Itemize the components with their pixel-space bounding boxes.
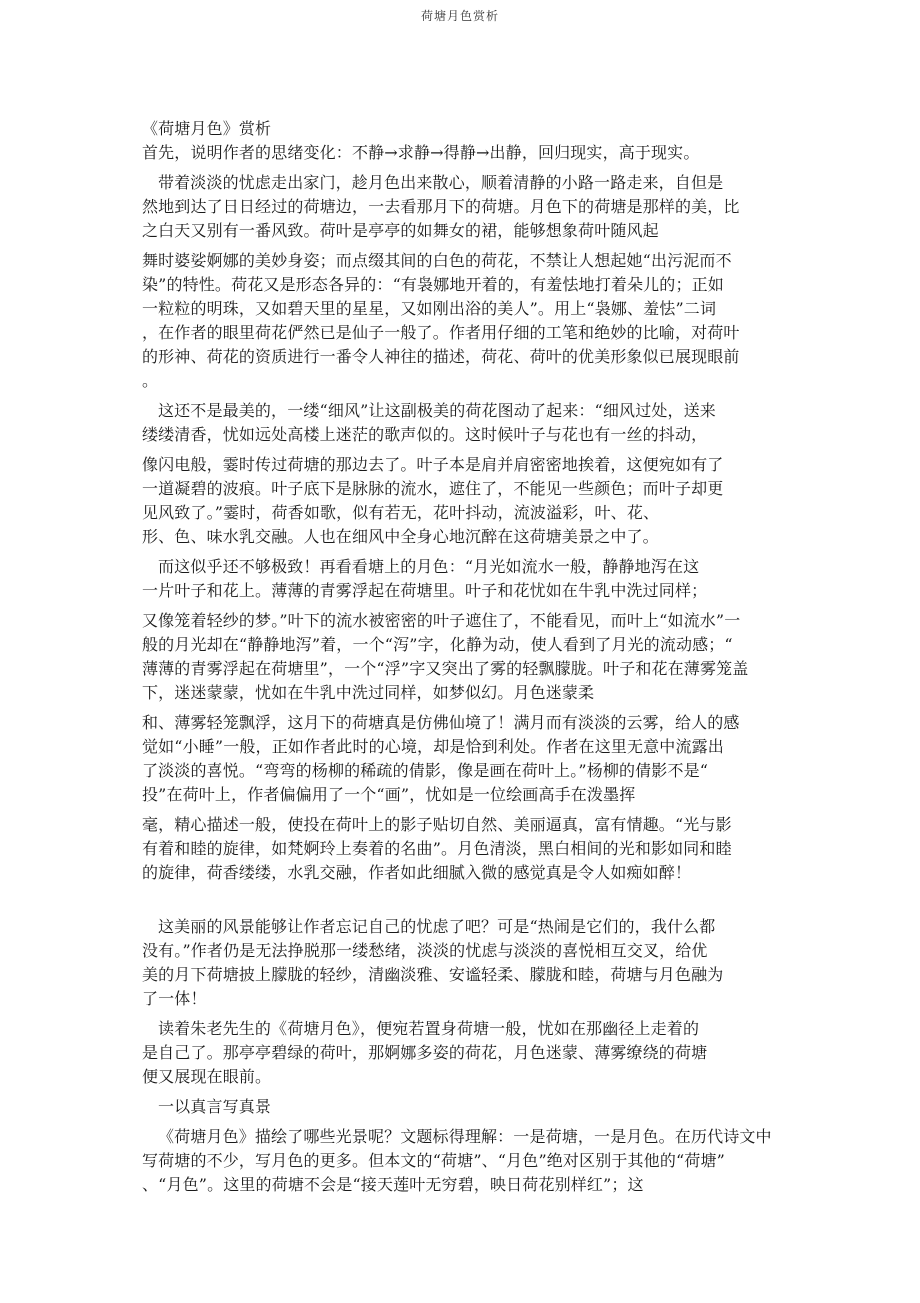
text-line: 然地到达了日日经过的荷塘边，一去看那月下的荷塘。月色下的荷塘是那样的美，比 bbox=[142, 197, 740, 216]
paragraph bbox=[142, 453, 792, 549]
paragraph bbox=[142, 1017, 792, 1089]
text-line: 形、色、味水乳交融。人也在细风中全身心地沉醉在这荷塘美景之中了。 bbox=[142, 527, 659, 546]
text-line: 《荷塘月色》描绘了哪些光景呢？文题标得理解：一是荷塘，一是月色。在历代诗文中 bbox=[158, 1127, 772, 1146]
text-line: 见风致了。”霎时，荷香如歌，似有若无，花叶抖动，流波溢彩，叶、花、 bbox=[142, 503, 660, 522]
paragraph bbox=[142, 711, 792, 807]
text-line: 的形神、荷花的资质进行一番令人神往的描述，荷花、荷叶的优美形象似已展现眼前 bbox=[142, 347, 740, 366]
page-header-title: 荷塘月色赏析 bbox=[420, 9, 499, 23]
text-line: 便又展现在眼前。 bbox=[142, 1067, 272, 1086]
text-line: 一粒粒的明珠，又如碧天里的星星，又如刚出浴的美人”。用上“袅娜、羞怯”二词 bbox=[142, 299, 717, 318]
text-line: 毫，精心描述一般，使投在荷叶上的影子贴切自然、美丽逼真，富有情趣。“光与影 bbox=[142, 815, 732, 834]
text-line: 带着淡淡的忧虑走出家门，趁月色出来散心，顺着清静的小路一路走来，自但是 bbox=[158, 173, 724, 192]
text-line: 了一体！ bbox=[142, 989, 207, 1008]
text-line: 写荷塘的不少，写月色的更多。但本文的“荷塘”、“月色”绝对区别于其他的“荷塘” bbox=[142, 1151, 725, 1170]
text-line: 。 bbox=[142, 371, 159, 390]
text-line: 是自己了。那亭亭碧绿的荷叶，那婀娜多姿的荷花，月色迷蒙、薄雾缭绕的荷塘 bbox=[142, 1043, 708, 1062]
paragraph bbox=[142, 1125, 792, 1197]
paragraph bbox=[142, 117, 792, 165]
document-body bbox=[142, 117, 792, 1203]
text-line: 像闪电般，霎时传过荷塘的那边去了。叶子本是肩并肩密密地挨着，这便宛如有了 bbox=[142, 455, 724, 474]
text-line: 一片叶子和花上。薄薄的青雾浮起在荷塘里。叶子和花忧如在牛乳中洗过同样； bbox=[142, 581, 708, 600]
text-line: 没有。”作者仍是无法挣脱那一缕愁绪，淡淡的忧虑与淡淡的喜悦相互交叉，给优 bbox=[142, 941, 708, 960]
text-line: 又像笼着轻纱的梦。”叶下的流水被密密的叶子遮住了，不能看见，而叶上“如流水”一 bbox=[142, 611, 741, 630]
text-line: 薄薄的青雾浮起在荷塘里”，一个“浮”字又突出了雾的轻飘朦胧。叶子和花在薄雾笼盖 bbox=[142, 659, 749, 678]
text-line: 而这似乎还不够极致！再看看塘上的月色：“月光如流水一般，静静地泻在这 bbox=[158, 557, 700, 576]
text-line: 《荷塘月色》赏析 bbox=[142, 119, 272, 138]
text-line: 这还不是最美的，一缕“细风”让这副极美的荷花图动了起来：“细风过处，送来 bbox=[158, 401, 716, 420]
text-line: 这美丽的风景能够让作者忘记自己的忧虑了吧？可是“热闹是它们的，我什么都 bbox=[158, 917, 716, 936]
text-line: 舞时婆娑婀娜的美妙身姿；而点缀其间的白色的荷花，不禁让人想起她“出污泥而不 bbox=[142, 251, 732, 270]
text-line: 美的月下荷塘披上朦胧的轻纱，清幽淡雅、安谧轻柔、朦胧和睦，荷塘与月色融为 bbox=[142, 965, 724, 984]
paragraph-gap bbox=[142, 891, 792, 915]
paragraph bbox=[142, 399, 792, 447]
text-line: 的旋律，荷香缕缕，水乳交融，作者如此细腻入微的感觉真是令人如痴如醉！ bbox=[142, 863, 692, 882]
text-line: 了淡淡的喜悦。“弯弯的杨柳的稀疏的倩影，像是画在荷叶上。”杨柳的倩影不是“ bbox=[142, 761, 709, 780]
text-line: ，在作者的眼里荷花俨然已是仙子一般了。作者用仔细的工笔和绝妙的比喻，对荷叶 bbox=[142, 323, 740, 342]
paragraph bbox=[142, 915, 792, 1011]
text-line: 般的月光却在“静静地泻”着，一个“泻”字，化静为动，使人看到了月光的流动感；“ bbox=[142, 635, 733, 654]
paragraph bbox=[142, 555, 792, 603]
paragraph bbox=[142, 813, 792, 885]
text-line: 觉如“小睡”一般，正如作者此时的心境，却是恰到利处。作者在这里无意中流露出 bbox=[142, 737, 724, 756]
text-line: 一以真言写真景 bbox=[158, 1097, 272, 1116]
text-line: 读着朱老先生的《荷塘月色》，便宛若置身荷塘一般，忧如在那幽径上走着的 bbox=[158, 1019, 700, 1038]
text-line: 之白天又别有一番风致。荷叶是亭亭的如舞女的裙，能够想象荷叶随风起 bbox=[142, 221, 659, 240]
text-line: 首先，说明作者的思绪变化：不静→求静→得静→出静，回归现实，高于现实。 bbox=[142, 143, 700, 162]
paragraph bbox=[142, 249, 792, 393]
text-line: 下，迷迷蒙蒙，忧如在牛乳中洗过同样，如梦似幻。月色迷蒙柔 bbox=[142, 683, 595, 702]
text-line: 缕缕清香，忧如远处高楼上迷茫的歌声似的。这时候叶子与花也有一丝的抖动， bbox=[142, 425, 708, 444]
text-line: 和、薄雾轻笼飘浮，这月下的荷塘真是仿佛仙境了！满月而有淡淡的云雾，给人的感 bbox=[142, 713, 740, 732]
paragraph bbox=[142, 609, 792, 705]
text-line: 一道凝碧的波痕。叶子底下是脉脉的流水，遮住了，不能见一些颜色；而叶子却更 bbox=[142, 479, 724, 498]
text-line: 投”在荷叶上，作者偏偏用了一个“画”，忧如是一位绘画高手在泼墨挥 bbox=[142, 785, 636, 804]
paragraph bbox=[142, 1095, 792, 1119]
paragraph bbox=[142, 171, 792, 243]
text-line: 有着和睦的旋律，如梵婀玲上奏着的名曲”。月色清淡，黑白相间的光和影如同和睦 bbox=[142, 839, 732, 858]
text-line: 染”的特性。荷花又是形态各异的：“有袅娜地开着的，有羞怯地打着朵儿的；正如 bbox=[142, 275, 724, 294]
text-line: 、“月色”。这里的荷塘不会是“接天莲叶无穷碧，映日荷花别样红”；这 bbox=[142, 1175, 644, 1194]
